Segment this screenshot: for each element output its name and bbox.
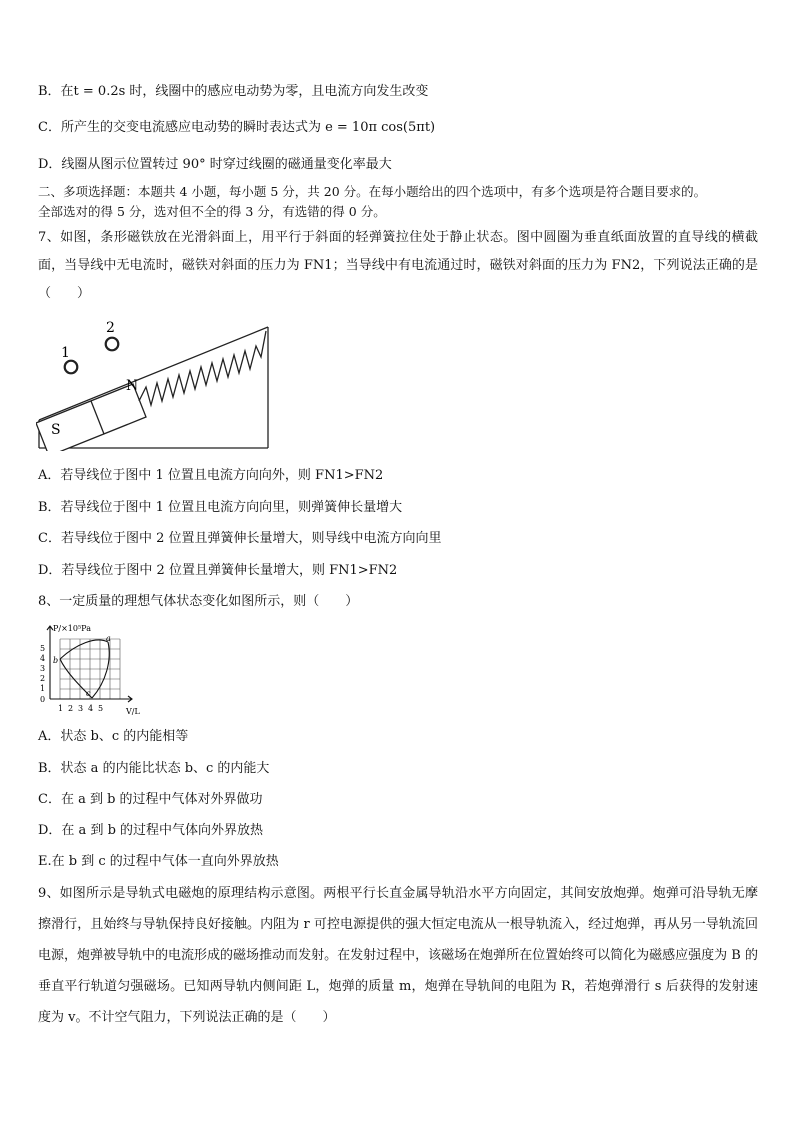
q8-y-tick-3: 3 [40,664,46,673]
q8-x-tick-5: 5 [98,704,104,713]
q6-option-b: B．在t = 0.2s 时，线圈中的感应电动势为零，且电流方向发生改变 [38,84,429,99]
q8-y-tick-0: 0 [40,695,46,704]
q8-option-c: C．在 a 到 b 的过程中气体对外界做功 [38,792,263,807]
q8-pv-diagram [36,620,146,720]
q8-x-tick-4: 4 [88,704,94,713]
q8-option-b: B．状态 a 的内能比状态 b、c 的内能大 [38,761,270,776]
q7-option-a: A．若导线位于图中 1 位置且电流方向向外，则 FN1>FN2 [38,468,384,483]
q8-option-e: E.在 b 到 c 的过程中气体一直向外界放热 [38,854,279,869]
q8-option-d: D．在 a 到 b 的过程中气体向外界放热 [38,823,264,838]
q8-point-b: b [53,656,59,665]
q8-x-axis-label: V/L [126,707,140,716]
q7-figure-label-2: 2 [106,320,115,336]
section-heading-line1: 二、多项选择题：本题共 4 小题，每小题 5 分，共 20 分。在每小题给出的四个选项中，有多个选项是符合题目要求的。 [38,184,707,199]
section-heading-line2: 全部选对的得 5 分，选对但不全的得 3 分，有选错的得 0 分。 [38,204,386,219]
q8-y-axis-label: P/×10⁵Pa [53,624,91,633]
q7-figure-label-1: 1 [61,345,70,361]
q8-y-tick-4: 4 [40,654,46,663]
q8-y-tick-1: 1 [40,684,46,693]
q7-option-d: D．若导线位于图中 2 位置且弹簧伸长量增大，则 FN1>FN2 [38,563,398,578]
q7-stem: 7、如图，条形磁铁放在光滑斜面上，用平行于斜面的轻弹簧拉住处于静止状态。图中圆圈为垂直纸面放置的直导线的横截面，当导线中无电流时，磁铁对斜面的压力为 FN1；当导线中有电流通过时，磁铁对斜面的压力为 FN2，下列说法正确的是（ ） [38,230,758,301]
q8-stem: 8、一定质量的理想气体状态变化如图所示，则（ ） [38,594,359,609]
q7-figure [36,313,276,451]
q8-x-tick-2: 2 [68,704,74,713]
q8-point-a: a [106,634,111,643]
q9-stem: 9、如图所示是导轨式电磁炮的原理结构示意图。两根平行长直金属导轨沿水平方向固定，其间安放炮弹。炮弹可沿导轨无摩擦滑行，且始终与导轨保持良好接触。内阻为 r 可控电源提供的强大恒定电流从一根导轨流入，经过炮弹，再从另一导轨流回电源，炮弹被导轨中的电流形成的磁场推动而发射。在发射过程中，该磁场在炮弹所在位置始终可以简化为磁感应强度为 B 的垂直平行轨道匀强磁场。已知两导轨内侧间距 L，炮弹的质量 m，炮弹在导轨间的电阻为 R，若炮弹滑行 s 后获得的发射速度为 v。不计空气阻力，下列说法正确的是（ ） [38,886,758,1025]
q8-y-tick-5: 5 [40,644,46,653]
q8-point-c: c [86,689,91,698]
q8-option-a: A．状态 b、c 的内能相等 [38,729,189,744]
q7-figure-pole-s: S [51,422,61,438]
q8-x-tick-3: 3 [78,704,84,713]
q8-y-tick-2: 2 [40,674,46,683]
q6-option-c: C．所产生的交变电流感应电动势的瞬时表达式为 e = 10π cos(5πt) [38,120,436,135]
q7-option-b: B．若导线位于图中 1 位置且电流方向向里，则弹簧伸长量增大 [38,500,403,515]
q6-option-d: D．线圈从图示位置转过 90° 时穿过线圈的磁通量变化率最大 [38,157,392,172]
q7-option-c: C．若导线位于图中 2 位置且弹簧伸长量增大，则导线中电流方向向里 [38,531,442,546]
q7-figure-pole-n: N [126,378,139,394]
q8-x-tick-1: 1 [58,704,64,713]
